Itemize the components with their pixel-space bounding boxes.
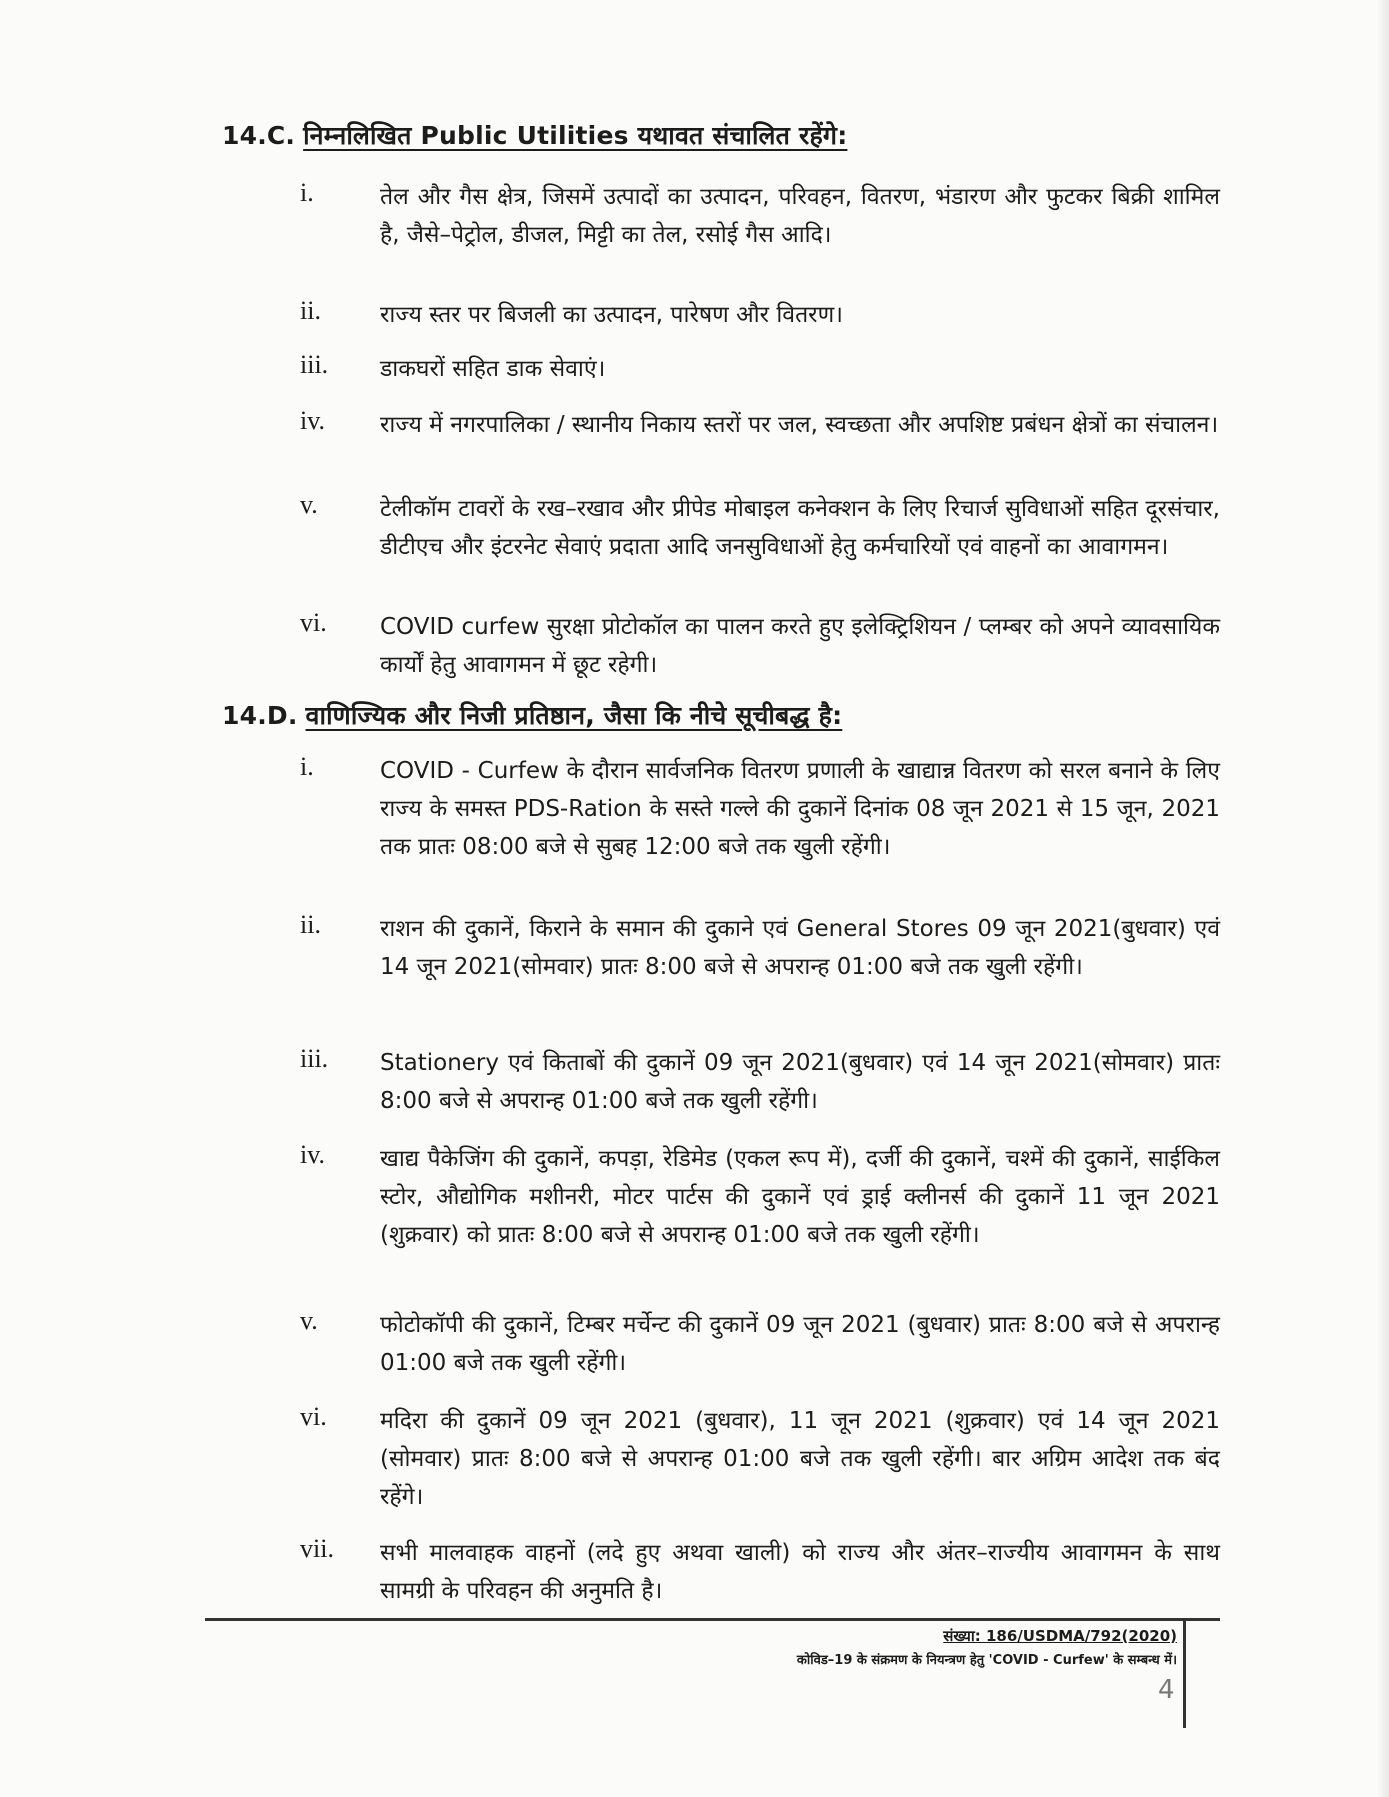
footer-reference-number: संख्या: 186/USDMA/792(2020) bbox=[943, 1627, 1177, 1645]
item-marker: ii. bbox=[300, 910, 321, 939]
footer-divider bbox=[205, 1618, 1220, 1621]
item-text: राज्य स्तर पर बिजली का उत्पादन, पारेषण और वितरण। bbox=[380, 302, 843, 328]
page-number: 4 bbox=[1158, 1675, 1175, 1705]
item-text: राशन की दुकानें, किराने के समान की दुकाने एवं General Stores 09 जून 2021(बुधवार) एवं 14 जून 2021(सोमवार) प्रातः 8:00 बजे से अपरान्ह 01:00 बजे तक खुली रहेंगी। bbox=[380, 916, 1220, 980]
item-marker: vi. bbox=[300, 608, 327, 637]
item-text: मदिरा की दुकानें 09 जून 2021 (बुधवार), 11 जून 2021 (शुक्रवार) एवं 14 जून 2021 (सोमवार) प्रातः 8:00 बजे से अपरान्ह 01:00 बजे तक खुली रहेंगी। बार अग्रिम आदेश तक बंद रहेंगे। bbox=[380, 1408, 1220, 1510]
section-d-heading bbox=[222, 698, 842, 732]
item-marker: iv. bbox=[300, 406, 326, 435]
item-text: COVID - Curfew के दौरान सार्वजनिक वितरण प्रणाली के खाद्यान्न वितरण को सरल बनाने के लिए राज्य के समस्त PDS-Ration के सस्ते गल्ले की दुकानें दिनांक 08 जून 2021 से 15 जून, 2021 तक प्रातः 08:00 बजे से सुबह 12:00 बजे तक खुली रहेंगी। bbox=[380, 758, 1220, 860]
item-marker: v. bbox=[300, 1306, 318, 1335]
item-marker: i. bbox=[300, 752, 314, 781]
section-c-heading bbox=[222, 118, 847, 152]
section-c-title: निम्नलिखित Public Utilities यथावत संचालित रहेंगे: bbox=[303, 121, 848, 150]
section-d-title: वाणिज्यिक और निजी प्रतिष्ठान, जैसा कि नीचे सूचीबद्ध है: bbox=[305, 701, 843, 730]
item-marker: vii. bbox=[300, 1534, 334, 1563]
item-marker: ii. bbox=[300, 296, 321, 325]
section-d-number: 14.D. bbox=[222, 701, 298, 730]
footer-vertical-divider bbox=[1183, 1618, 1186, 1728]
item-text: राज्य में नगरपालिका / स्थानीय निकाय स्तरों पर जल, स्वच्छता और अपशिष्ट प्रबंधन क्षेत्रों का संचालन। bbox=[380, 412, 1219, 438]
item-text: टेलीकॉम टावरों के रख–रखाव और प्रीपेड मोबाइल कनेक्शन के लिए रिचार्ज सुविधाओं सहित दूरसंचार, डीटीएच और इंटरनेट सेवाएं प्रदाता आदि जनसुविधाओं हेतु कर्मचारियों एवं वाहनों का आवागमन। bbox=[380, 496, 1220, 560]
footer-subject: कोविड–19 के संक्रमण के नियन्त्रण हेतु 'COVID - Curfew' के सम्बन्ध में। bbox=[796, 1653, 1177, 1668]
item-marker: vi. bbox=[300, 1402, 327, 1431]
item-marker: v. bbox=[300, 490, 318, 519]
item-marker: iii. bbox=[300, 1044, 329, 1073]
item-text: तेल और गैस क्षेत्र, जिसमें उत्पादों का उत्पादन, परिवहन, वितरण, भंडारण और फुटकर बिक्री शामिल है, जैसे–पेट्रोल, डीजल, मिट्टी का तेल, रसोई गैस आदि। bbox=[380, 184, 1220, 248]
item-text: डाकघरों सहित डाक सेवाएं। bbox=[380, 356, 606, 382]
item-marker: i. bbox=[300, 178, 314, 207]
item-text: सभी मालवाहक वाहनों (लदे हुए अथवा खाली) को राज्य और अंतर–राज्यीय आवागमन के साथ सामग्री के परिवहन की अनुमति है। bbox=[380, 1540, 1220, 1604]
item-marker: iv. bbox=[300, 1140, 326, 1169]
scan-edge-shadow bbox=[1377, 0, 1389, 1797]
section-c-number: 14.C. bbox=[222, 121, 296, 150]
item-text: फोटोकॉपी की दुकानें, टिम्बर मर्चेन्ट की दुकानें 09 जून 2021 (बुधवार) प्रातः 8:00 बजे से अपरान्ह 01:00 बजे तक खुली रहेंगी। bbox=[380, 1312, 1220, 1376]
item-text: खाद्य पैकेजिंग की दुकानें, कपड़ा, रेडिमेड (एकल रूप में), दर्जी की दुकानें, चश्में की दुकानें, साईकिल स्टोर, औद्योगिक मशीनरी, मोटर पार्टस की दुकानें एवं ड्राई क्लीनर्स की दुकानें 11 जून 2021 (शुक्रवार) को प्रातः 8:00 बजे से अपरान्ह 01:00 बजे तक खुली रहेंगी। bbox=[380, 1146, 1220, 1248]
item-text: COVID curfew सुरक्षा प्रोटोकॉल का पालन करते हुए इलेक्ट्रिशियन / प्लम्बर को अपने व्यावसायिक कार्यों हेतु आवागमन में छूट रहेगी। bbox=[380, 614, 1220, 678]
item-marker: iii. bbox=[300, 350, 329, 379]
item-text: Stationery एवं किताबों की दुकानें 09 जून 2021(बुधवार) एवं 14 जून 2021(सोमवार) प्रातः 8:00 बजे से अपरान्ह 01:00 बजे तक खुली रहेंगी। bbox=[380, 1050, 1220, 1114]
